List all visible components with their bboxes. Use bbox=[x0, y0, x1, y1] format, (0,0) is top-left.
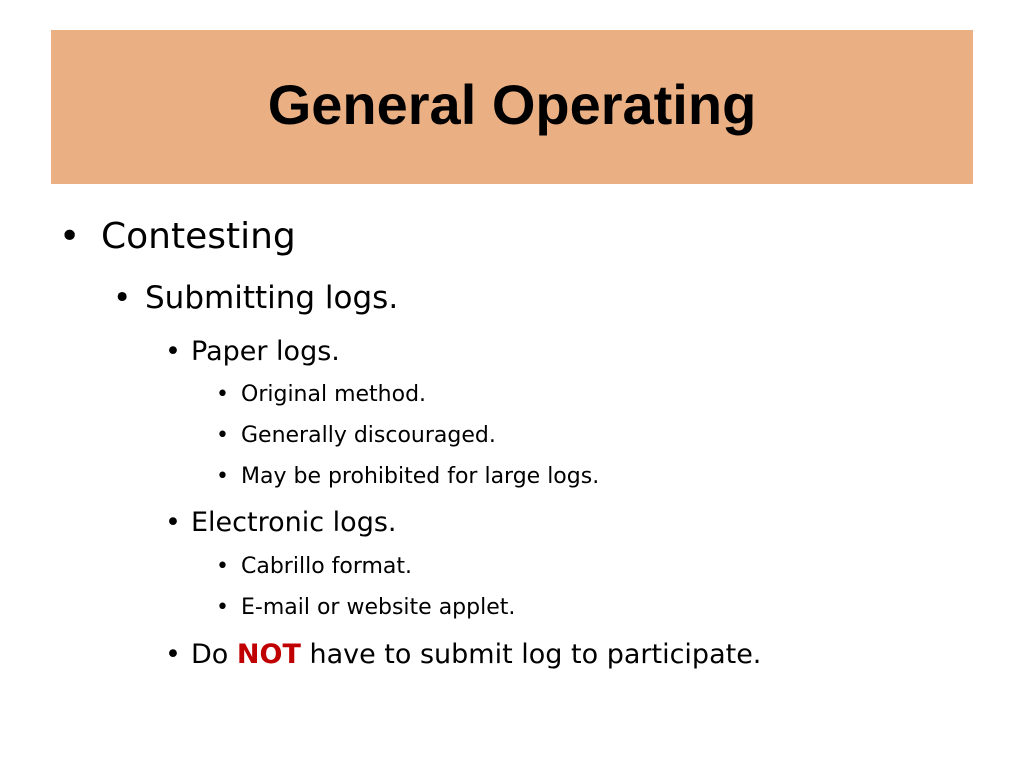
bullet-item-cabrillo-format bbox=[216, 554, 412, 579]
bullet-text: E-mail or website applet. bbox=[241, 595, 516, 620]
bullet-text: Submitting logs. bbox=[145, 280, 399, 316]
bullet-item-contesting bbox=[59, 216, 296, 257]
bullet-icon: • bbox=[216, 554, 229, 579]
bullet-item-submitting-logs bbox=[113, 280, 398, 316]
bullet-item-may-be-prohibited bbox=[216, 464, 599, 489]
bullet-item-electronic-logs bbox=[165, 507, 396, 538]
bullet-text-before: Do bbox=[191, 639, 229, 670]
emphasis-not: NOT bbox=[236, 639, 301, 670]
bullet-text: Electronic logs. bbox=[191, 507, 397, 538]
bullet-item-do-not-submit bbox=[165, 639, 761, 670]
bullet-text: May be prohibited for large logs. bbox=[241, 464, 600, 489]
bullet-icon: • bbox=[165, 336, 181, 367]
bullet-text: Contesting bbox=[101, 216, 296, 257]
slide-title: General Operating bbox=[267, 73, 757, 136]
bullet-icon: • bbox=[59, 216, 81, 257]
bullet-icon: • bbox=[216, 423, 229, 448]
bullet-item-generally-discouraged bbox=[216, 423, 496, 448]
bullet-icon: • bbox=[216, 382, 229, 407]
bullet-icon: • bbox=[216, 464, 229, 489]
bullet-icon: • bbox=[216, 595, 229, 620]
bullet-icon: • bbox=[165, 639, 181, 670]
bullet-item-email-or-website bbox=[216, 595, 515, 620]
bullet-item-original-method bbox=[216, 382, 426, 407]
bullet-text-after: have to submit log to participate. bbox=[309, 639, 762, 670]
bullet-icon: • bbox=[113, 280, 132, 316]
bullet-icon: • bbox=[165, 507, 181, 538]
bullet-text: Paper logs. bbox=[191, 336, 340, 367]
bullet-text: Generally discouraged. bbox=[241, 423, 496, 448]
bullet-text: Original method. bbox=[241, 382, 427, 407]
bullet-text: Cabrillo format. bbox=[241, 554, 413, 579]
bullet-item-paper-logs bbox=[165, 336, 340, 367]
